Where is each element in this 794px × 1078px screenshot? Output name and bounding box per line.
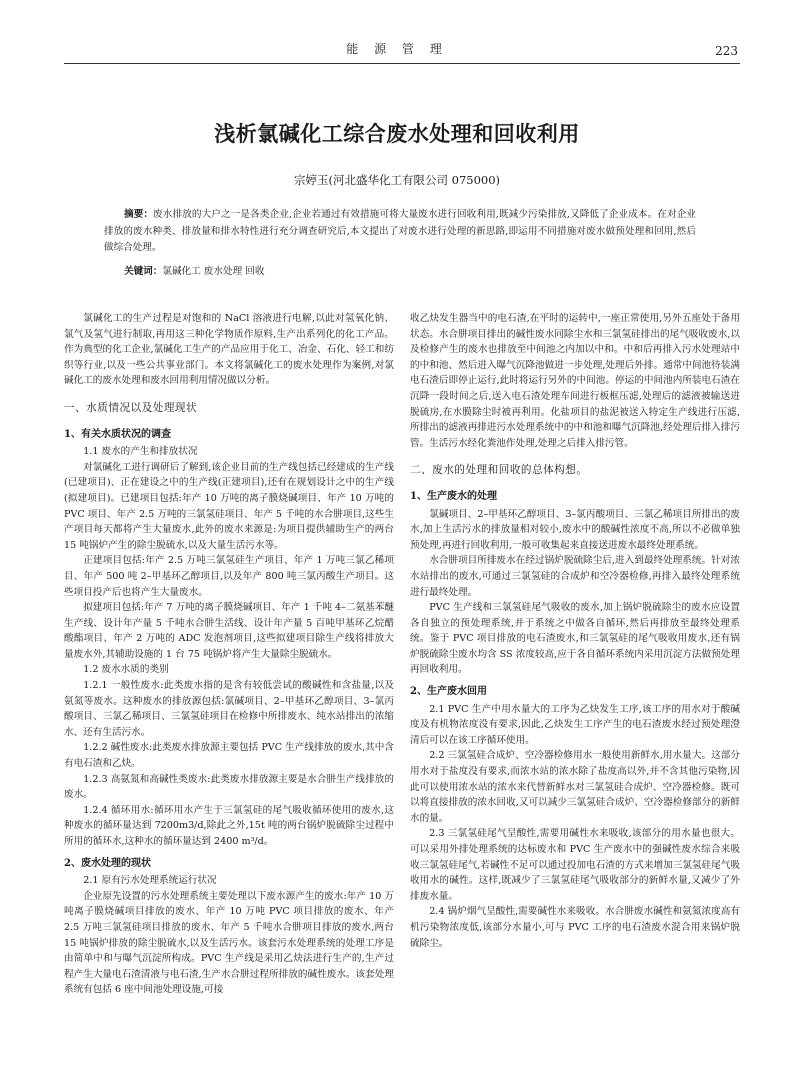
body-paragraph: 2.2 三氯氢硅合成炉、空冷器检修用水一般使用新鲜水,用水量大。这部分用水对于盐度没有要求,而浓水站的浓水除了盐度高以外,并不含其他污染物,因此可以使用浓水站的浓水来代替新鲜水对三氯氢硅合成炉、空冷器检修。既可以将直接排放的浓水回收,又可以减少三氯氢硅合成炉、空冷器检修部分的新鲜水的量。 xyxy=(410,750,740,824)
abstract xyxy=(104,207,696,257)
paragraph-heading: 2.1 原有污水处理系统运行状况 xyxy=(83,875,217,887)
paragraph-heading: 1.1 废水的产生和排放状况 xyxy=(83,446,198,458)
article-title: 浅析氯碱化工综合废水处理和回收利用 xyxy=(214,121,580,146)
body-paragraph: 对氯碱化工进行调研后了解到,该企业目前的生产线包括已经建成的生产线(已建项目)、正在建设之中的生产线(正建项目),还有在规划设计之中的生产线(拟建项目)。已建项目包括:年产 10 万吨的离子膜烧碱项目、年产 10 万吨的 PVC 项目、年产 2.5 万吨的三氯氢硅项目、年产 5 千吨的水合肼项目,这些生产项目每天都将产生大量废水,此外的废水来源是:为项目提供辅助生产的两台 15 吨锅炉产生的除尘脱硫水,以及大量生活污水等。 xyxy=(64,461,394,551)
right-column xyxy=(410,311,740,951)
abstract-text: 废水排放的大户之一是各类企业,企业若通过有效措施可将大量废水进行回收利用,既减少污染排放,又降低了企业成本。在对企业排放的废水种类、排放量和排水特性进行充分调查研究后,本文提出了对废水进行处理的新思路,即运用不同措施对废水做预处理和回用,然后做综合处理。 xyxy=(104,209,696,253)
body-paragraph: 氯碱项目、2–甲基环乙醇项目、3–氯丙酸项目、三氯乙稀项目所排出的废水,加上生活污水的排放量相对较小,废水中的酸碱性浓度不高,所以不必做单独预处理,再进行回收利用,一般可收集起来直接送进废水最终处理系统。 xyxy=(410,508,740,551)
body-paragraph: 1.2.4 循环用水:循环用水产生于三氯氢硅的尾气吸收循环使用的废水,这种废水的循环量达到 7200m3/d,除此之外,15t 吨的两台锅炉脱硫除尘过程中所用的循环水,这种水的循环量达到 2400 m³/d。 xyxy=(64,804,394,847)
subsection-heading: 2、废水处理的现状 xyxy=(64,857,151,869)
body-paragraph: 水合肼项目所排废水在经过锅炉脱硫除尘后,进入到最终处理系统。针对浓水站排出的废水,可通过三氯氢硅的合成炉和空冷器检修,再排入最终处理系统进行最终处理。 xyxy=(410,555,740,598)
body-paragraph: 1.2.1 一般性废水:此类废水指的是含有较低尝试的酸碱性和含盐量,以及氨氮等废水。这种废水的排放源包括:氯碱项目、2–甲基环乙醇项目、3–氯丙酸项目、三氯乙稀项目、三氯氢硅项目在检修中所排废水、纯水站排出的浓缩水、还有生活污水。 xyxy=(64,680,394,738)
body-paragraph: PVC 生产线和三氯氢硅尾气吸收的废水,加上锅炉脱硫除尘的废水应设置各自独立的预处理系统,并于系统之中做各自循环,然后再排放至最终处理系统。鉴于 PVC 项目排放的电石渣废水,和三氯氢硅的尾气吸收用废水,还有锅炉脱硫除尘废水均含 SS 浓度较高,应于各自循环系统内采用沉淀方法做预处理再回收利用。 xyxy=(410,602,740,676)
header-rule xyxy=(64,63,740,64)
abstract-label: 摘要： xyxy=(124,209,154,220)
left-column xyxy=(64,311,394,998)
page-number: 223 xyxy=(715,44,738,58)
section-heading: 二、废水的处理和回收的总体构想。 xyxy=(410,464,588,477)
paragraph-heading: 1.2 废水水质的类别 xyxy=(83,664,169,676)
subsection-heading: 2、生产废水回用 xyxy=(410,686,487,698)
body-paragraph: 企业原先设置的污水处理系统主要处理以下废水源产生的废水:年产 10 万吨离子膜烧碱项目排放的废水、年产 10 万吨 PVC 项目排放的废水、年产 2.5 万吨三氯氢硅项目排放的废水、年产 5 千吨水合肼项目排放的废水,两台 15 吨锅炉排放的除尘脱硫水,以及生活污水。该套污水处理系统的处理工序是由简单中和与曝气沉淀所构成。PVC 生产线是采用乙炔法进行生产的,生产过程产生大量电石渣清液与电石渣,生产水合肼过程所排放的碱性废水。该套处理系统有包括 6 座中间池处理设施,可接 xyxy=(64,890,394,996)
body-paragraph: 收乙炔发生器当中的电石渣,在平时的运转中,一座正常使用,另外五座处于备用状态。水合肼项目排出的碱性废水同除尘水和三氯氢硅排出的尾气吸收废水,以及检修产生的废水也排放至中间池之内加以中和。中和后再排入污水处理站中的中和池、然后进入曝气沉降池做进一步处理,处理后外排。通常中间池待装满电石渣后即停止运行,此时将运行另外的中间池。停运的中间池内所装电石渣在沉降一段时间之后,送入电石渣处理车间进行板框压滤,处理后的滤液被输送进脱硫房,在水膜除尘时被再利用。化盐项目的盐泥被送入特定生产线进行压滤,所排出的滤液再排进污水处理系统中的中和池和曝气沉降池,经处理后排入排污管。生活污水经化粪池作处理,处理之后排入排污管。 xyxy=(410,313,740,449)
body-paragraph: 2.3 三氯氢硅尾气呈酸性,需要用碱性水来吸收,该部分的用水量也很大。可以采用外排处理系统的达标废水和 PVC 生产废水中的强碱性废水综合来吸收三氯氢硅尾气,若碱性不足可以通过投加电石渣的方式来增加三氯氢硅尾气吸收用水的碱性。这样,既减少了三氯氢硅尾气吸收部分的新鲜水量,又减少了外排废水量。 xyxy=(410,828,740,902)
subsection-heading: 1、生产废水的处理 xyxy=(410,490,497,502)
author-affiliation: 宗婷玉(河北盛华化工有限公司 075000) xyxy=(293,173,501,187)
keywords-text: 氯碱化工 废水处理 回收 xyxy=(162,266,265,277)
section-heading: 一、水质情况以及处理现状 xyxy=(64,401,198,414)
keywords xyxy=(124,263,264,277)
subsection-heading: 1、有关水质状况的调查 xyxy=(64,428,171,440)
body-paragraph: 2.4 锅炉烟气呈酸性,需要碱性水来吸收。水合肼废水碱性和氨氮浓度高有机污染物浓度低,该部分水量小,可与 PVC 工序的电石渣废水混合用来锅炉脱硫除尘。 xyxy=(410,906,740,949)
keywords-label: 关键词： xyxy=(124,266,163,277)
body-paragraph: 拟建项目包括:年产 7 万吨的离子膜烧碱项目、年产 1 千吨 4–二氨基苯醚生产线、设计年产量 5 千吨水合肼生活线、设计年产量 5 百吨甲基环乙烷醋酸酯项目、年产 2 万吨的 ADC 发泡剂项目,这些拟建项目除生产线将排放大量废水外,其辅助设施的 1 台 75 吨锅炉将产生大量除尘脱硫水。 xyxy=(64,602,394,660)
body-paragraph: 正建项目包括:年产 2.5 万吨三氯氢硅生产项目、年产 1 万吨三氯乙稀项目、年产 500 吨 2–甲基环乙醇项目,以及年产 800 吨三氯丙酸生产项目。这些项目投产后也将产生大量废水。 xyxy=(64,555,394,598)
intro-paragraph: 氯碱化工的生产过程是对饱和的 NaCl 溶液进行电解,以此对氢氧化钠、氯气及氢气进行制取,再用这三种化学物质作原料,生产出系列化的化工产品。作为典型的化工企业,氯碱化工生产的产品应用于化工、冶金、石化、轻工和纺织等行业,以及一些公共事业部门。本文将氯碱化工的废水处理作为案例,对氯碱化工的废水处理和废水回用利用情况做以分析。 xyxy=(64,313,394,387)
body-paragraph: 1.2.3 高氨氮和高碱性类废水:此类废水排放源主要是水合肼生产线排放的废水。 xyxy=(64,773,394,801)
running-head: 能 源 管 理 xyxy=(346,42,448,56)
body-paragraph: 2.1 PVC 生产中用水量大的工序为乙炔发生工序,该工序的用水对于酸碱度及有机物浓度没有要求,因此,乙炔发生工序产生的电石渣废水经过预处理澄清后可以在该工序循环使用。 xyxy=(410,703,740,746)
body-paragraph: 1.2.2 碱性废水:此类废水排放源主要包括 PVC 生产线排放的废水,其中含有电石渣和乙炔。 xyxy=(64,742,394,770)
